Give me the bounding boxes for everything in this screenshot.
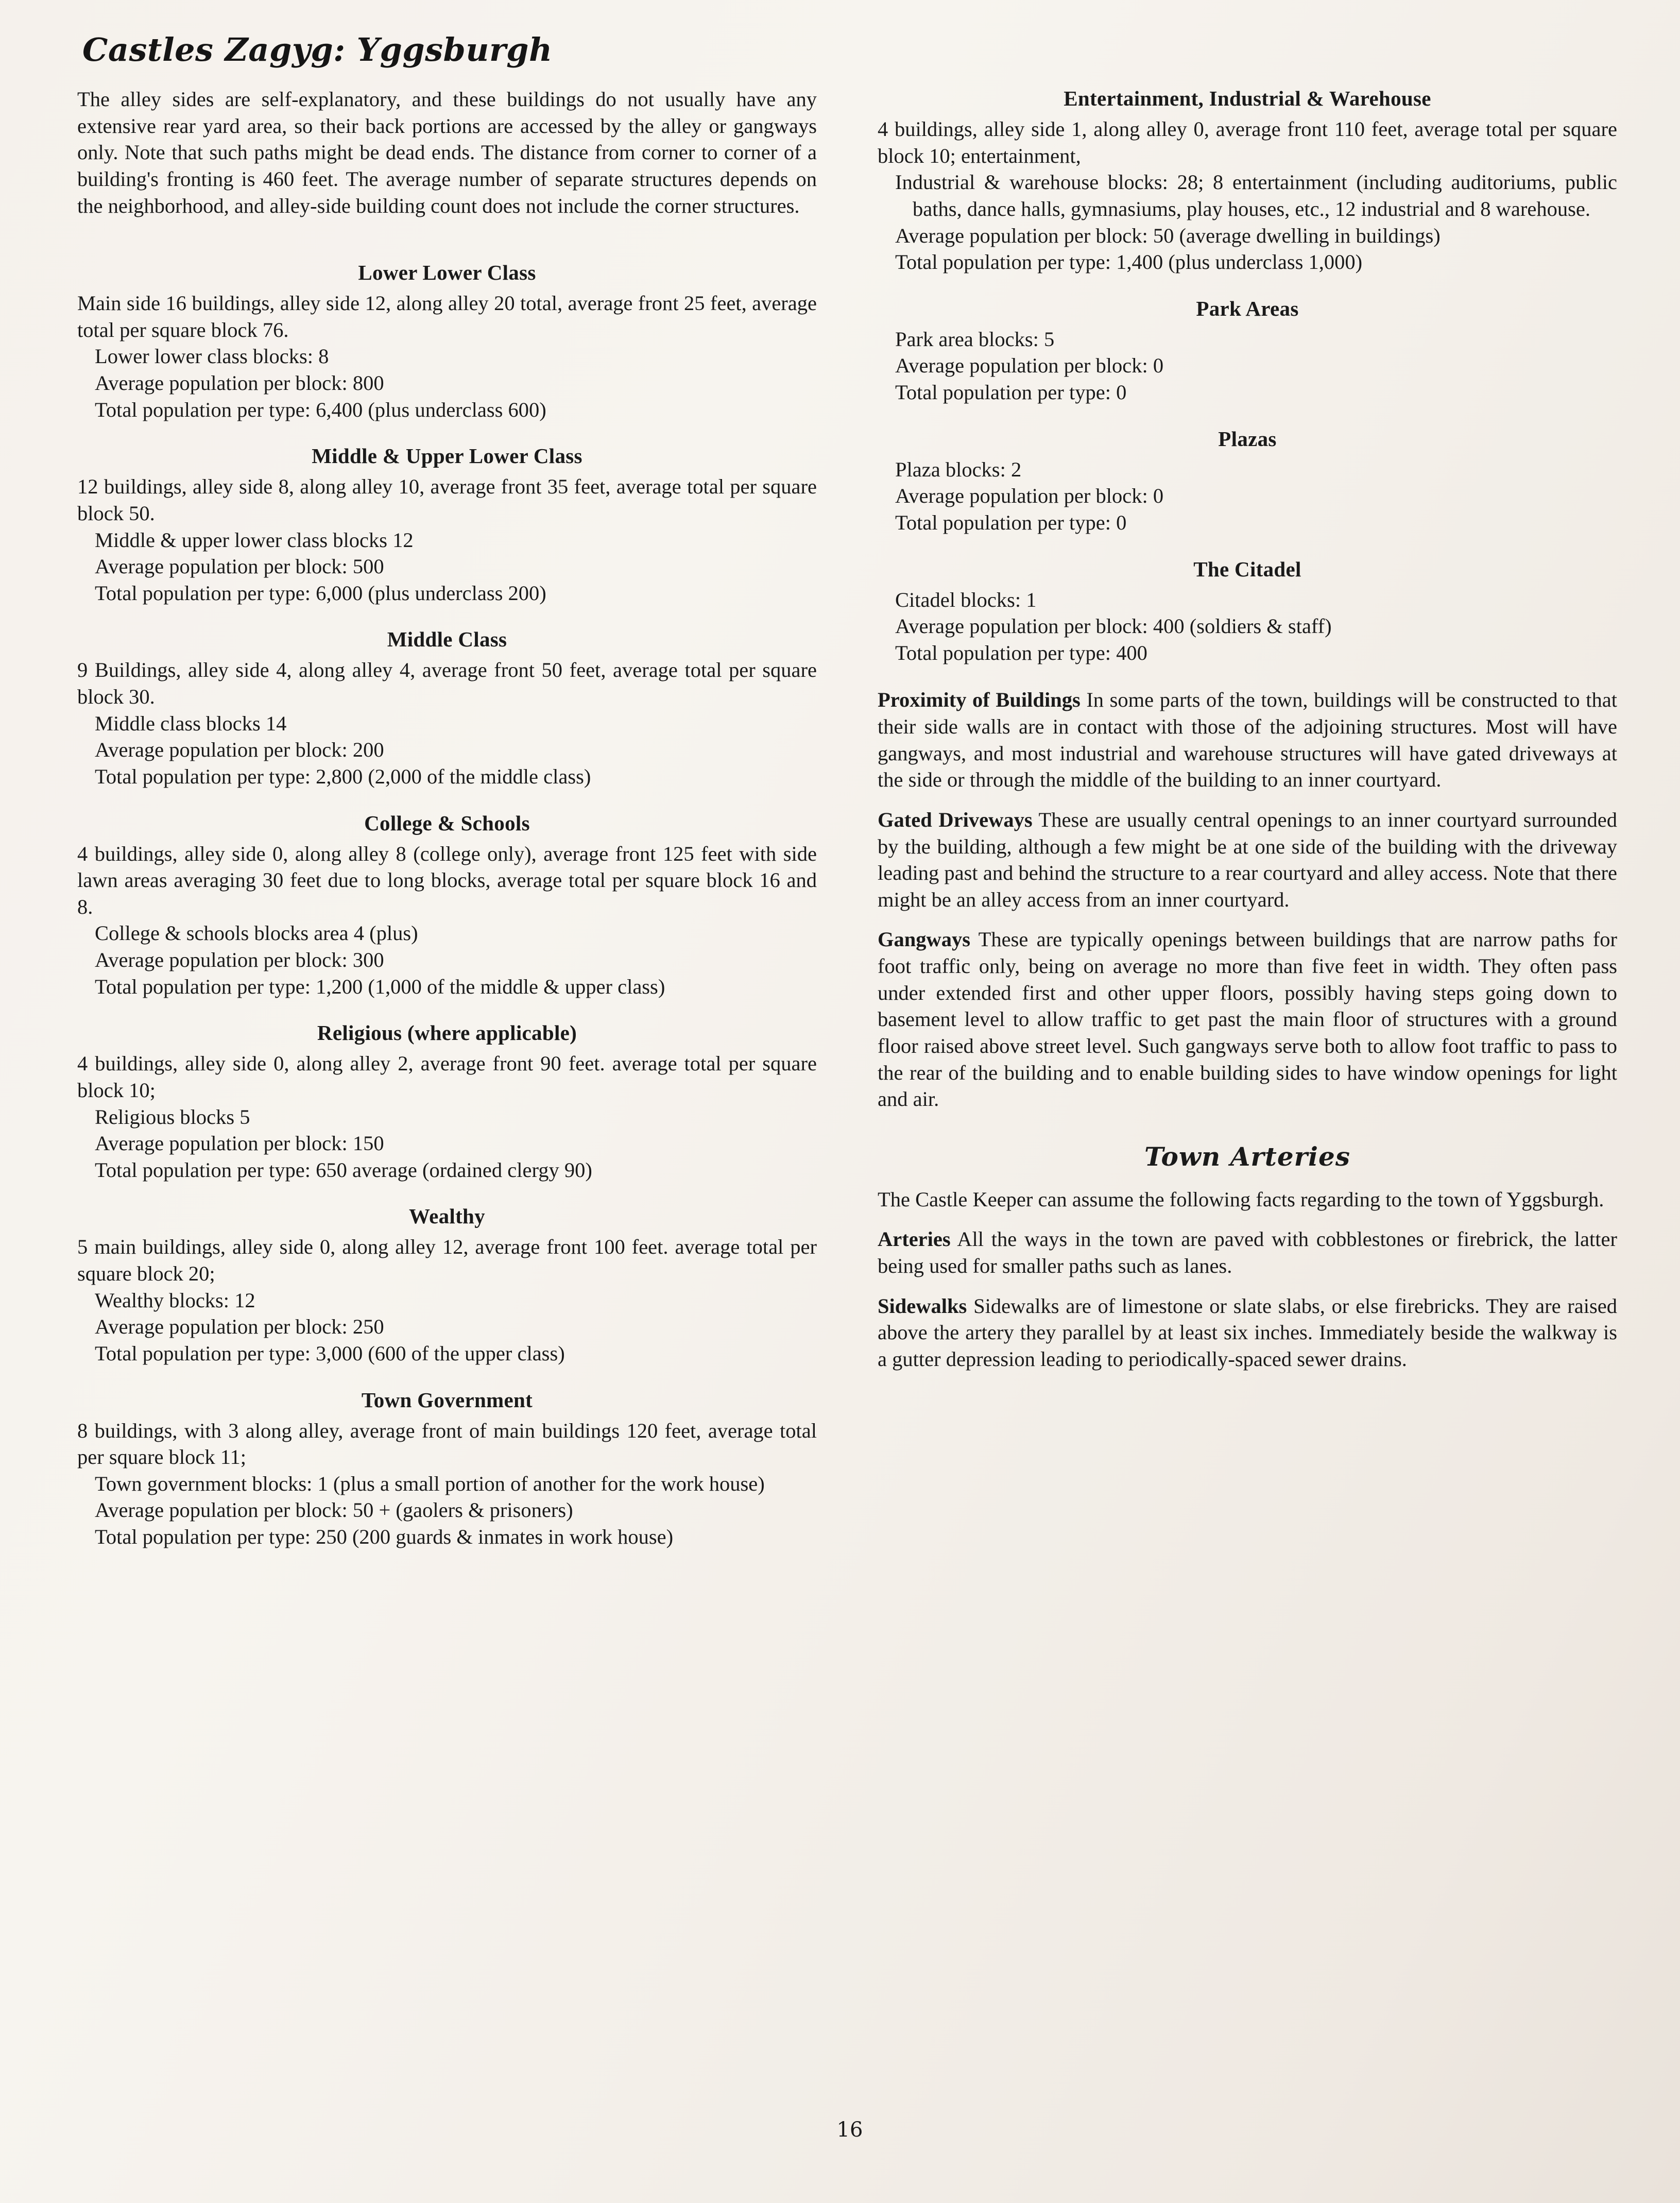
section-heading-middle-upper-lower-class: Middle & Upper Lower Class (312, 444, 582, 468)
section-heading-the-citadel: The Citadel (1193, 557, 1301, 581)
section-line: Average population per block: 250 (95, 1315, 384, 1339)
page-content (77, 31, 1622, 2168)
section-line: Wealthy blocks: 12 (95, 1288, 255, 1312)
intro-paragraph: The alley sides are self-explanatory, and these buildings do not usually have any extensive rear yard area, so their back portions are accessed by the alley or gangways only. Note that such paths might be dead ends. The distance from corner to corner of a building's fronting is 460 feet. The average number of separate structures depends on the neighborhood, and alley-side building count does not include the corner structures. (77, 88, 817, 217)
right-column (878, 86, 1617, 1373)
page-title: Castles Zagyg: Yggsburgh (82, 31, 553, 69)
paragraph-text: These are usually central openings to an inner courtyard surrounded by the building, although a few might be at one side of the building with the driveway leading past and behind the structure to a rear courtyard and alley access. Note that there might be an alley access from an inner courtyard. (878, 808, 1617, 911)
section-line: Total population per type: 250 (200 guards & inmates in work house) (95, 1525, 674, 1548)
section-line: Town government blocks: 1 (plus a small portion of another for the work house) (95, 1472, 765, 1495)
section-heading-park-areas: Park Areas (1196, 296, 1299, 320)
paragraph-text: Sidewalks are of limestone or slate slabs, or else firebricks. They are raised above the artery they parallel by at least six inches. Immediately beside the walkway is a gutter depression leading to periodically-spaced sewer drains. (878, 1294, 1617, 1371)
section-line: Average population per block: 400 (soldiers & staff) (895, 614, 1332, 638)
section-line: Average population per block: 0 (895, 354, 1164, 378)
section-heading-religious: Religious (where applicable) (317, 1021, 577, 1045)
page-number: 16 (836, 2118, 863, 2142)
section-line: Average population per block: 50 + (gaolers & prisoners) (95, 1498, 573, 1522)
section-body-lower-lower-class: Main side 16 buildings, alley side 12, along alley 20 total, average front 25 feet, average total per square block 76. (77, 292, 817, 341)
paragraph-lead-in: Gated Driveways (878, 808, 1033, 831)
section-line: Average population per block: 0 (895, 484, 1164, 508)
paragraph-arteries (878, 1226, 1617, 1279)
section-line: Total population per type: 6,400 (plus underclass 600) (95, 398, 546, 421)
paragraph-sidewalks (878, 1293, 1617, 1373)
section-body-town-government: 8 buildings, with 3 along alley, average front of main buildings 120 feet, average total per square block 11; (77, 1419, 817, 1469)
paragraph-lead-in: Proximity of Buildings (878, 688, 1081, 712)
section-line: Citadel blocks: 1 (895, 588, 1037, 611)
paragraph-proximity-of-buildings (878, 687, 1617, 793)
section-line: Lower lower class blocks: 8 (95, 345, 329, 368)
section-body-wealthy: 5 main buildings, alley side 0, along alley 12, average front 100 feet. average total per square block 20; (77, 1235, 817, 1285)
section-line: Industrial & warehouse blocks: 28; 8 entertainment (including auditoriums, public baths, dance halls, gymnasiums, play houses, etc., 12 industrial and 8 warehouse. (895, 170, 1617, 220)
two-column-layout (77, 86, 1622, 1550)
section-body-college-schools: 4 buildings, alley side 0, along alley 8 (college only), average front 125 feet with side lawn areas averaging 30 feet due to long blocks, average total per square block 16 and 8. (77, 842, 817, 918)
section-body-middle-class: 9 Buildings, alley side 4, along alley 4, average front 50 feet, average total per square block 30. (77, 658, 817, 708)
paragraph-text: In some parts of the town, buildings will be constructed to that their side walls are in contact with those of the adjoining structures. Most will have gangways, and most industrial and warehouse structures will have gated driveways at the side or through the middle of the building to an inner courtyard. (878, 688, 1617, 792)
section-line: College & schools blocks area 4 (plus) (95, 921, 418, 945)
section-line: Total population per type: 1,400 (plus underclass 1,000) (895, 250, 1363, 274)
section-line: Middle & upper lower class blocks 12 (95, 528, 414, 552)
section-line: Plaza blocks: 2 (895, 457, 1022, 481)
section-line: Total population per type: 0 (895, 510, 1127, 534)
paragraph-text: These are typically openings between buildings that are narrow paths for foot traffic only, being on average no more than five feet in width. They often pass under extended first and other upper floors, possibly having steps going down to basement level to allow traffic to get past the main floor of structures with a ground floor raised above street level. Such gangways serve both to allow foot traffic to pass to the rear of the building and to enable building sides to have window openings for light and air. (878, 928, 1617, 1111)
section-line: Total population per type: 3,000 (600 of the upper class) (95, 1341, 565, 1365)
section-heading-plazas: Plazas (1218, 426, 1277, 451)
section-line: Total population per type: 2,800 (2,000 of the middle class) (95, 764, 591, 788)
section-heading-middle-class: Middle Class (387, 627, 507, 652)
section-heading-town-arteries: Town Arteries (1144, 1141, 1350, 1172)
left-column (77, 86, 817, 1550)
section-line: Religious blocks 5 (95, 1105, 250, 1129)
section-line: Average population per block: 800 (95, 371, 384, 395)
section-line: Middle class blocks 14 (95, 711, 287, 735)
paragraph-lead-in: Arteries (878, 1227, 951, 1251)
section-heading-college-schools: College & Schools (364, 811, 530, 835)
section-line: Average population per block: 150 (95, 1132, 384, 1155)
section-line: Total population per type: 650 average (ordained clergy 90) (95, 1158, 592, 1182)
section-line: Total population per type: 400 (895, 641, 1147, 664)
section-line: Total population per type: 0 (895, 381, 1127, 404)
section-line: Average population per block: 300 (95, 948, 384, 971)
section-heading-town-government: Town Government (361, 1388, 533, 1412)
section-body-religious: 4 buildings, alley side 0, along alley 2, average front 90 feet. average total per square block 10; (77, 1052, 817, 1102)
arteries-intro-paragraph: The Castle Keeper can assume the following facts regarding to the town of Yggsburgh. (878, 1187, 1604, 1211)
section-heading-lower-lower-class: Lower Lower Class (358, 261, 536, 285)
section-line: Average population per block: 200 (95, 738, 384, 762)
paragraph-gangways (878, 926, 1617, 1112)
section-body-entertainment: 4 buildings, alley side 1, along alley 0, average front 110 feet, average total per square block 10; entertainment, (878, 117, 1617, 167)
paragraph-gated-driveways (878, 807, 1617, 913)
paragraph-text: All the ways in the town are paved with cobblestones or firebrick, the latter being used for smaller paths such as lanes. (878, 1227, 1617, 1277)
section-body-middle-upper-lower-class: 12 buildings, alley side 8, along alley 10, average front 35 feet, average total per square block 50. (77, 475, 817, 525)
section-heading-entertainment-industrial-warehouse: Entertainment, Industrial & Warehouse (1064, 87, 1431, 110)
section-line: Average population per block: 50 (average dwelling in buildings) (895, 224, 1441, 247)
section-line: Total population per type: 1,200 (1,000 of the middle & upper class) (95, 975, 665, 998)
paragraph-lead-in: Gangways (878, 928, 971, 951)
section-line: Average population per block: 500 (95, 555, 384, 578)
section-line: Total population per type: 6,000 (plus underclass 200) (95, 581, 546, 605)
section-line: Park area blocks: 5 (895, 327, 1055, 351)
paragraph-lead-in: Sidewalks (878, 1294, 967, 1318)
section-heading-wealthy: Wealthy (409, 1204, 485, 1228)
